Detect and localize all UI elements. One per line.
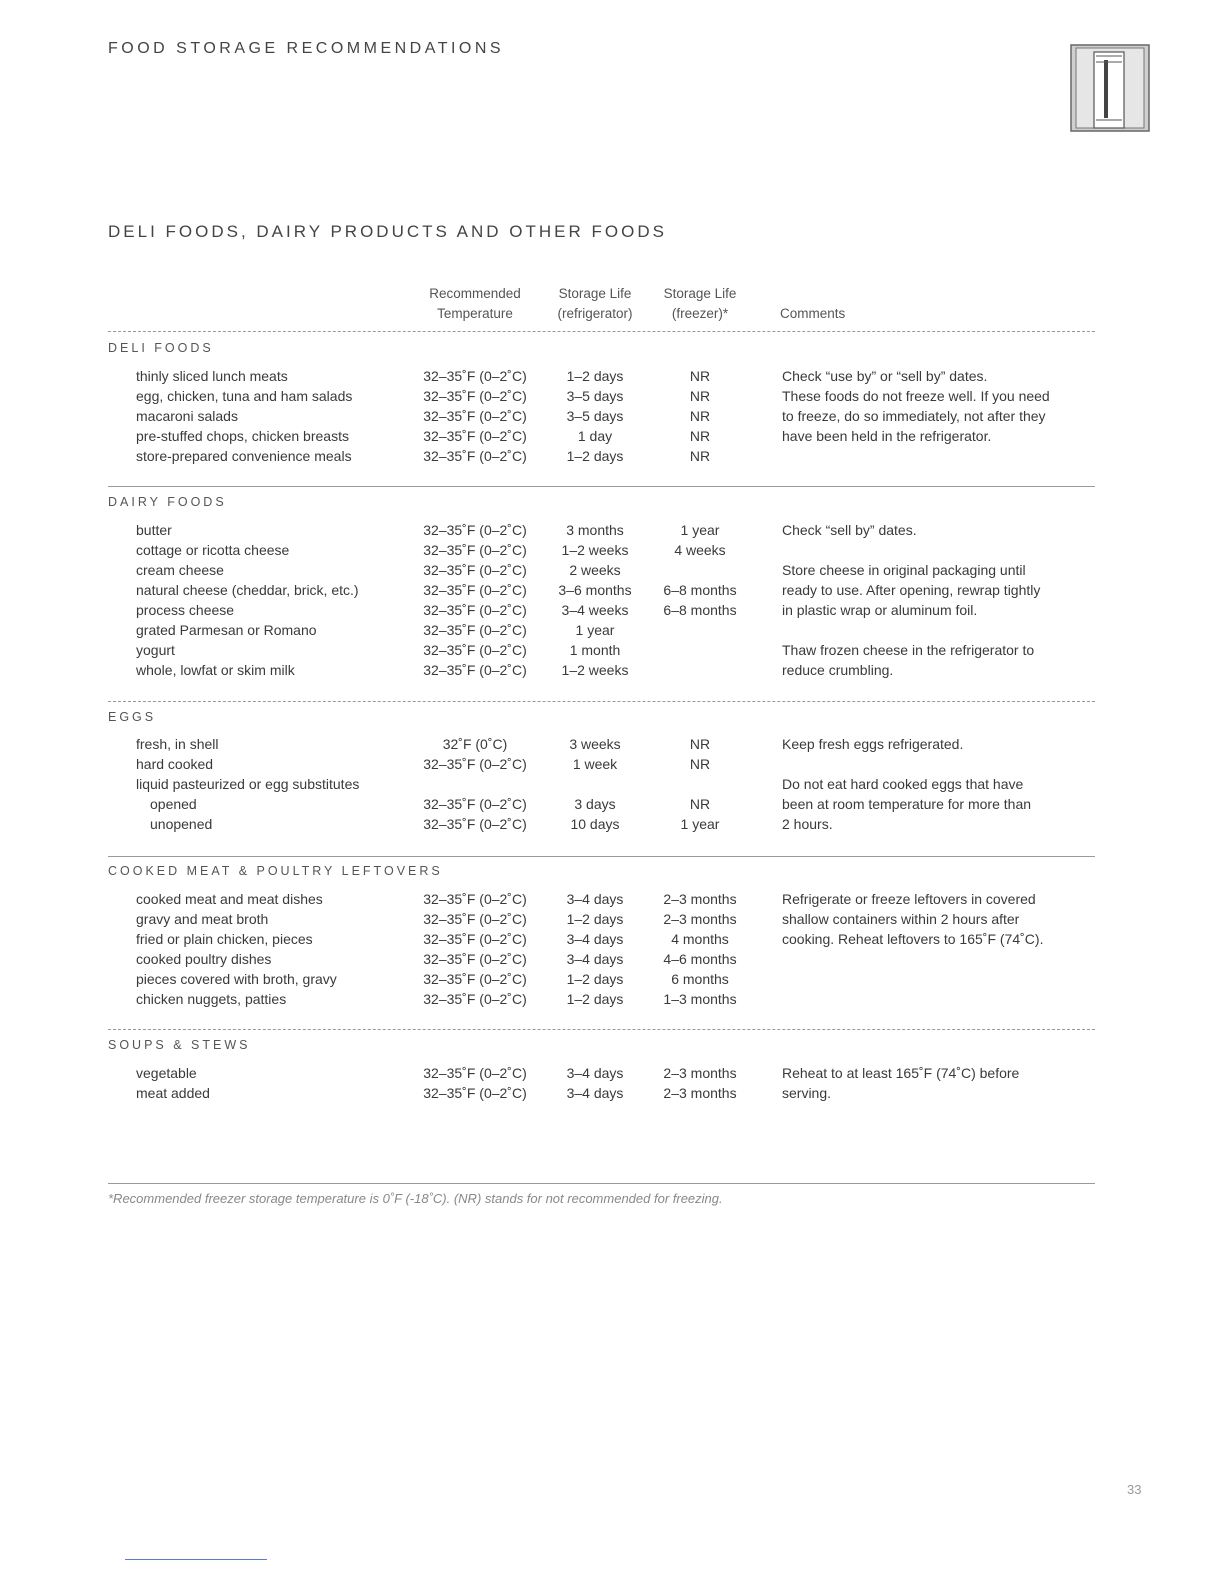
refrigerator-life: 2 weeks [569,562,621,578]
comment-line: Thaw frozen cheese in the refrigerator to [782,642,1035,658]
temperature: 32–35˚F (0–2˚C) [423,931,527,947]
refrigerator-life: 3–4 days [566,891,624,907]
food-name: pre-stuffed chops, chicken breasts [136,428,349,444]
temperature: 32–35˚F (0–2˚C) [423,388,527,404]
food-name: vegetable [136,1065,197,1081]
temperature: 32–35˚F (0–2˚C) [423,368,527,384]
temperature: 32–35˚F (0–2˚C) [423,756,527,772]
temperature: 32–35˚F (0–2˚C) [423,562,527,578]
freezer-life: 4–6 months [663,951,737,967]
freezer-life: 1–3 months [663,991,737,1007]
food-name: store-prepared convenience meals [136,448,352,464]
column-header-freezer [640,284,760,324]
table-row [0,446,1224,466]
comment-line: cooking. Reheat leftovers to 165˚F (74˚C). [782,931,1044,947]
table-row [0,949,1224,969]
refrigerator-life: 1–2 days [566,448,624,464]
refrigerator-life: 1–2 days [566,368,624,384]
comment-block [782,560,1102,620]
footnote: *Recommended freezer storage temperature is 0˚F (-18˚C). (NR) stands for not recommended for freezing. [108,1191,723,1206]
column-header-temperature [400,284,550,324]
category-divider [108,856,1095,857]
freezer-life: NR [689,408,711,424]
comment-block [782,774,1102,834]
temperature: 32–35˚F (0–2˚C) [423,408,527,424]
footnote-divider [108,1183,1095,1184]
food-name: grated Parmesan or Romano [136,622,317,638]
column-header-comments: Comments [780,306,846,321]
food-name: pieces covered with broth, gravy [136,971,337,987]
food-name: meat added [136,1085,210,1101]
refrigerator-life: 10 days [570,816,620,832]
food-name: gravy and meat broth [136,911,269,927]
refrigerator-life: 1 year [575,622,615,638]
freezer-life: 2–3 months [663,1085,737,1101]
freezer-life: 4 weeks [674,542,726,558]
category-divider [108,1029,1095,1030]
temperature: 32–35˚F (0–2˚C) [423,642,527,658]
refrigerator-life: 3–4 days [566,1085,624,1101]
header-divider [108,331,1095,332]
refrigerator-life: 3–4 days [566,951,624,967]
comment-line: Do not eat hard cooked eggs that have [782,776,1024,792]
comment-block [782,520,1102,540]
food-name: liquid pasteurized or egg substitutes [136,776,360,792]
comment-line: These foods do not freeze well. If you need [782,388,1050,404]
bottom-rule [125,1559,267,1560]
refrigerator-life: 1 day [577,428,613,444]
category-divider [108,701,1095,702]
refrigerator-life: 3–4 weeks [561,602,629,618]
column-header-line: Temperature [437,306,513,321]
page-header-title: FOOD STORAGE RECOMMENDATIONS [108,40,505,57]
comment-line: shallow containers within 2 hours after [782,911,1020,927]
temperature: 32–35˚F (0–2˚C) [423,448,527,464]
column-header-line: Storage Life [663,286,737,301]
freezer-life: 6–8 months [663,582,737,598]
comment-line: Store cheese in original packaging until [782,562,1026,578]
category-deli-foods: DELI FOODS [108,341,214,355]
table-row [0,620,1224,640]
comment-block [782,734,1102,754]
comment-line: 2 hours. [782,816,833,832]
comment-line: ready to use. After opening, rewrap tightly [782,582,1041,598]
food-name: chicken nuggets, patties [136,991,287,1007]
temperature: 32˚F (0˚C) [442,736,508,752]
freezer-life: 4 months [671,931,729,947]
temperature: 32–35˚F (0–2˚C) [423,522,527,538]
food-name: cooked poultry dishes [136,951,272,967]
column-header-line: (refrigerator) [557,306,633,321]
temperature: 32–35˚F (0–2˚C) [423,428,527,444]
comment-line: Refrigerate or freeze leftovers in covered [782,891,1036,907]
refrigerator-life: 3–6 months [558,582,632,598]
food-name: egg, chicken, tuna and ham salads [136,388,353,404]
temperature: 32–35˚F (0–2˚C) [423,662,527,678]
temperature: 32–35˚F (0–2˚C) [423,582,527,598]
category-dairy-foods: DAIRY FOODS [108,495,227,509]
refrigerator-life: 3–4 days [566,1065,624,1081]
freezer-life: NR [689,388,711,404]
comment-block [782,366,1102,446]
comment-block [782,889,1102,949]
comment-line: to freeze, do so immediately, not after they [782,408,1046,424]
category-eggs: EGGS [108,710,157,724]
refrigerator-life: 1–2 days [566,971,624,987]
food-name: fried or plain chicken, pieces [136,931,313,947]
refrigerator-life: 3–5 days [566,408,624,424]
freezer-life: 2–3 months [663,891,737,907]
column-header-refrigerator [535,284,655,324]
category-cooked-meat-poultry: COOKED MEAT & POULTRY LEFTOVERS [108,864,443,878]
freezer-life: 1 year [680,522,720,538]
food-name: cream cheese [136,562,224,578]
temperature: 32–35˚F (0–2˚C) [423,622,527,638]
refrigerator-life: 1–2 days [566,991,624,1007]
table-row [0,754,1224,774]
refrigerator-life: 3 months [566,522,624,538]
freezer-life: NR [689,796,711,812]
comment-line: Check “sell by” dates. [782,522,917,538]
temperature: 32–35˚F (0–2˚C) [423,971,527,987]
temperature: 32–35˚F (0–2˚C) [423,951,527,967]
comment-line: Reheat to at least 165˚F (74˚C) before [782,1065,1020,1081]
comment-line: reduce crumbling. [782,662,894,678]
food-name: natural cheese (cheddar, brick, etc.) [136,582,359,598]
temperature: 32–35˚F (0–2˚C) [423,816,527,832]
comment-line: have been held in the refrigerator. [782,428,992,444]
table-row [0,969,1224,989]
comment-line: in plastic wrap or aluminum foil. [782,602,978,618]
temperature: 32–35˚F (0–2˚C) [423,991,527,1007]
temperature: 32–35˚F (0–2˚C) [423,1085,527,1101]
temperature: 32–35˚F (0–2˚C) [423,911,527,927]
refrigerator-life: 3–4 days [566,931,624,947]
comment-line: been at room temperature for more than [782,796,1032,812]
temperature: 32–35˚F (0–2˚C) [423,602,527,618]
category-soups-stews: SOUPS & STEWS [108,1038,251,1052]
freezer-life: 2–3 months [663,911,737,927]
food-name: unopened [150,816,213,832]
food-name: process cheese [136,602,235,618]
column-header-line: (freezer)* [671,306,729,321]
food-name: fresh, in shell [136,736,219,752]
refrigerator-life: 3 weeks [569,736,621,752]
refrigerator-life: 1–2 weeks [561,662,629,678]
freezer-life: NR [689,736,711,752]
freezer-life: NR [689,448,711,464]
freezer-life: 1 year [680,816,720,832]
refrigerator-life: 3–5 days [566,388,624,404]
refrigerator-life: 1 week [572,756,618,772]
comment-line: Check “use by” or “sell by” dates. [782,368,988,384]
column-header-line: Storage Life [558,286,632,301]
comment-block [782,640,1102,680]
refrigerator-life: 3 days [574,796,616,812]
comment-block [782,1063,1102,1103]
refrigerator-life: 1–2 days [566,911,624,927]
comment-line: serving. [782,1085,832,1101]
temperature: 32–35˚F (0–2˚C) [423,542,527,558]
table-row [0,540,1224,560]
freezer-life: NR [689,428,711,444]
food-name: whole, lowfat or skim milk [136,662,295,678]
food-name: hard cooked [136,756,214,772]
food-name: butter [136,522,172,538]
food-name: cooked meat and meat dishes [136,891,323,907]
food-name: opened [150,796,197,812]
section-title: DELI FOODS, DAIRY PRODUCTS AND OTHER FOODS [108,222,667,241]
comment-line: Keep fresh eggs refrigerated. [782,736,964,752]
refrigerator-icon [1070,44,1150,132]
temperature: 32–35˚F (0–2˚C) [423,1065,527,1081]
column-header-line: Recommended [429,286,521,301]
food-name: yogurt [136,642,175,658]
food-name: thinly sliced lunch meats [136,368,288,384]
food-name: macaroni salads [136,408,238,424]
freezer-life: 6 months [671,971,729,987]
refrigerator-life: 1–2 weeks [561,542,629,558]
refrigerator-life: 1 month [569,642,621,658]
temperature: 32–35˚F (0–2˚C) [423,891,527,907]
page-number: 33 [1127,1482,1142,1497]
freezer-life: 6–8 months [663,602,737,618]
food-name: cottage or ricotta cheese [136,542,290,558]
temperature: 32–35˚F (0–2˚C) [423,796,527,812]
category-divider [108,486,1095,487]
freezer-life: 2–3 months [663,1065,737,1081]
table-row [0,989,1224,1009]
freezer-life: NR [689,756,711,772]
freezer-life: NR [689,368,711,384]
